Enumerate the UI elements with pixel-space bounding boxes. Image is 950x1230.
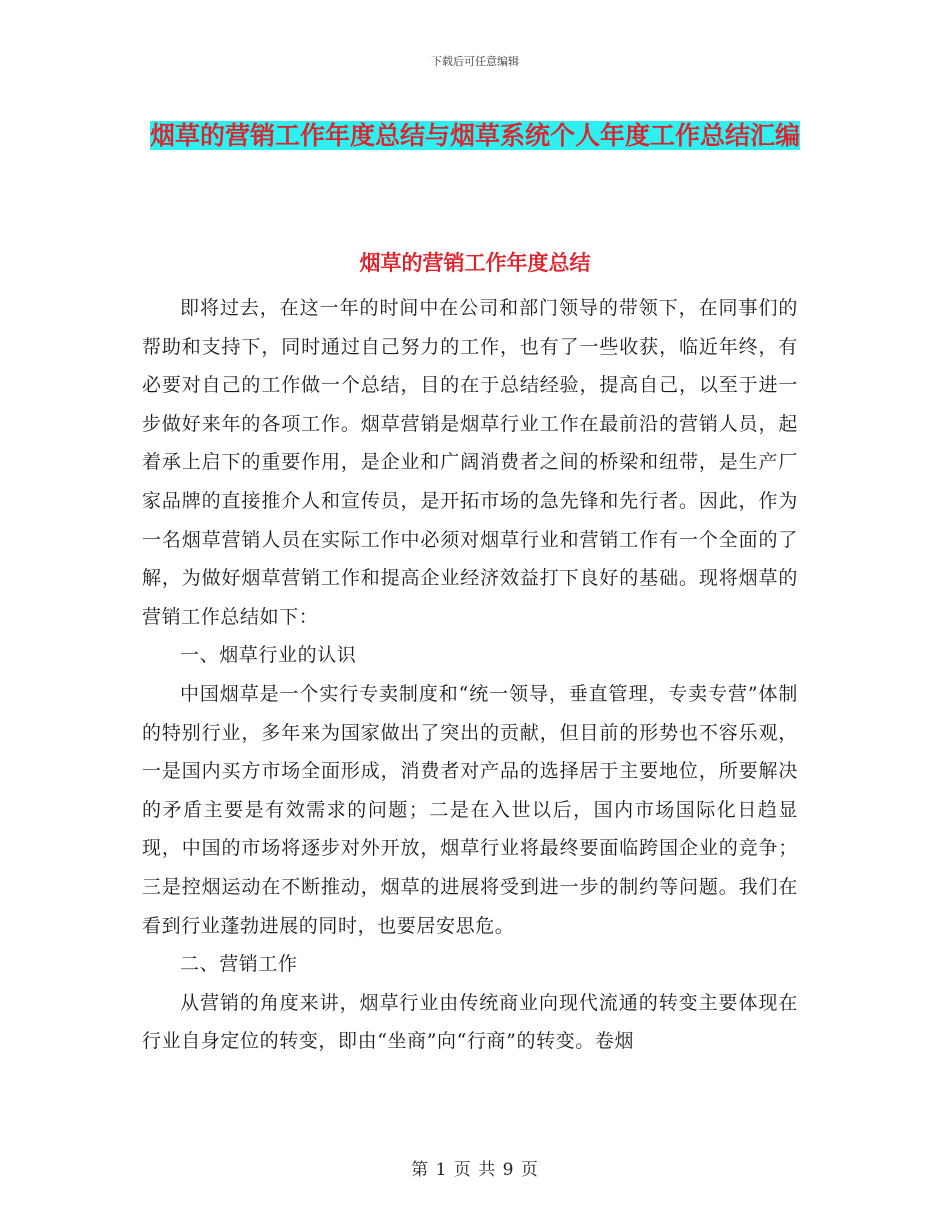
- heading-industry-understanding: 一、烟草行业的认识: [180, 644, 357, 667]
- heading-marketing-work: 二、营销工作: [180, 953, 298, 976]
- page-number: 第 1 页 共 9 页: [411, 1160, 539, 1180]
- document-body: [142, 289, 798, 1061]
- paragraph-marketing: 从营销的角度来讲，烟草行业由传统商业向现代流通的转变主要体现在行业自身定位的转变，即由“坐商”向“行商”的转变。卷烟: [142, 991, 798, 1053]
- document-title-text: 烟草的营销工作年度总结与烟草系统个人年度工作总结汇编: [149, 121, 800, 150]
- section-title: 烟草的营销工作年度总结: [359, 250, 591, 275]
- paragraph-industry: 中国烟草是一个实行专卖制度和“统一领导，垂直管理，专卖专营”体制的特别行业，多年来为国家做出了突出的贡献，但目前的形势也不容乐观，一是国内买方市场全面形成，消费者对产品的选择居于主要地位，所要解决的矛盾主要是有效需求的问题；二是在入世以后，国内市场国际化日趋显现，中国的市场将逐步对外开放，烟草行业将最终要面临跨国企业的竞争；三是控烟运动在不断推动，烟草的进展将受到进一步的制约等问题。我们在看到行业蓬勃进展的同时，也要居安思危。: [142, 682, 798, 937]
- page-header-note: 下载后可任意编辑: [431, 55, 519, 68]
- document-title: [120, 108, 830, 164]
- paragraph-intro: 即将过去，在这一年的时间中在公司和部门领导的带领下，在同事们的帮助和支持下，同时通过自己努力的工作，也有了一些收获，临近年终，有必要对自己的工作做一个总结，目的在于总结经验，提高自己，以至于进一步做好来年的各项工作。烟草营销是烟草行业工作在最前沿的营销人员，起着承上启下的重要作用，是企业和广阔消费者之间的桥梁和纽带，是生产厂家品牌的直接推介人和宣传员，是开拓市场的急先锋和先行者。因此，作为一名烟草营销人员在实际工作中必须对烟草行业和营销工作有一个全面的了解，为做好烟草营销工作和提高企业经济效益打下良好的基础。现将烟草的营销工作总结如下：: [142, 297, 798, 628]
